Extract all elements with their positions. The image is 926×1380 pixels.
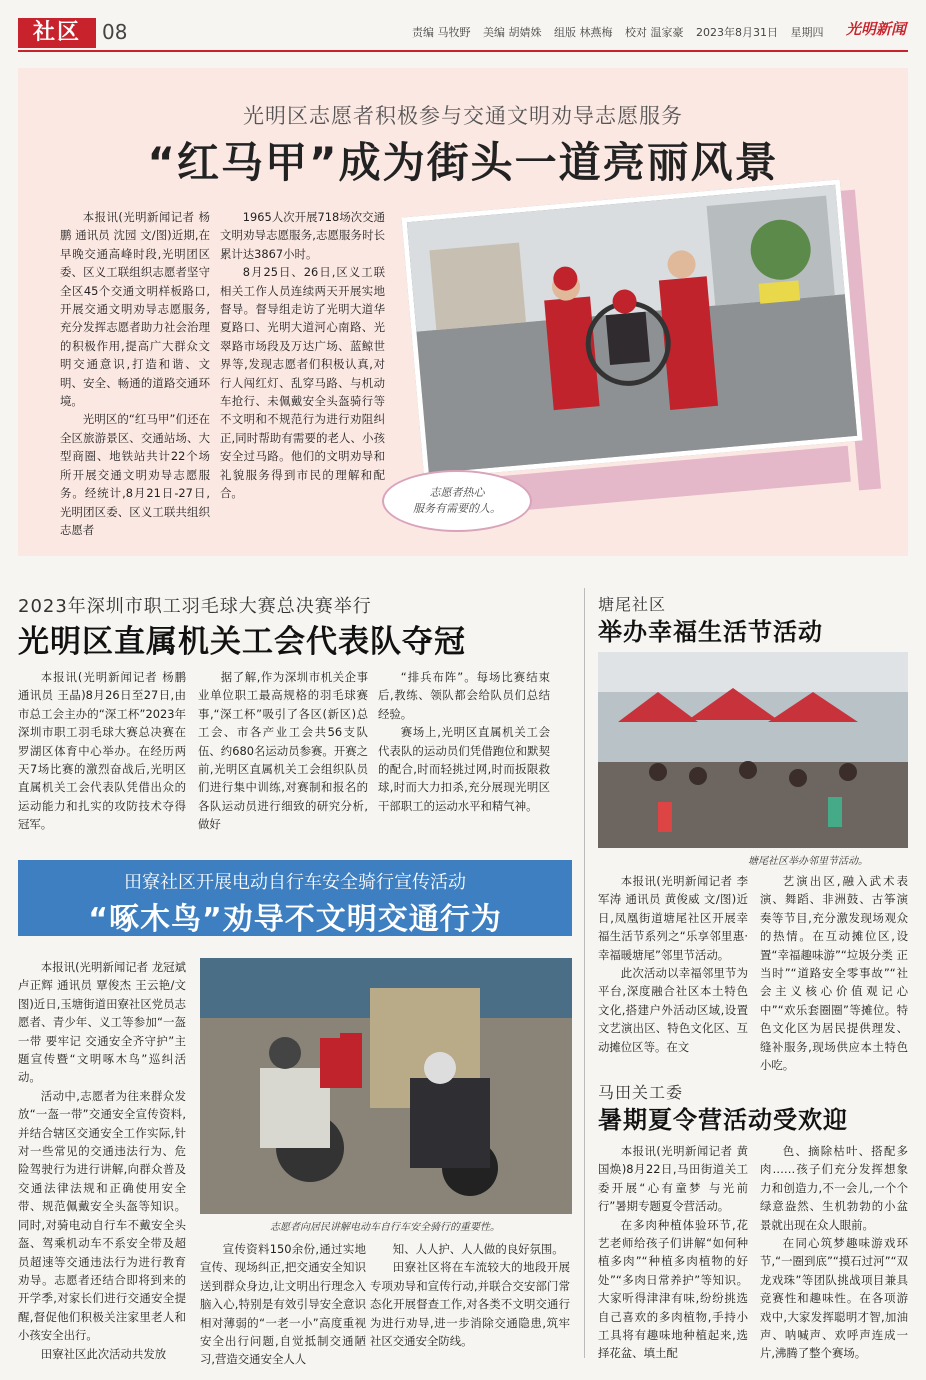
- paper-logo: 光明新闻: [846, 20, 907, 38]
- paragraph: 田寮社区将在车流较大的地段开展专项劝导和宣传行动,并联合交安部门常态化开展督查工作,对各类不文明交通行为进行劝导,进一步消除交通隐患,筑牢社区交通安全防线。: [370, 1260, 570, 1349]
- credit-item: 责编 马牧野: [412, 26, 471, 39]
- scooter-photo: [200, 958, 572, 1214]
- story5-column-1: [598, 1142, 748, 1363]
- caption-line: 服务有需要的人。: [413, 502, 501, 515]
- story4-column-1: [18, 958, 186, 1363]
- paragraph: “排兵布阵”。每场比赛结束后,教练、领队都会给队员们总结经验。: [378, 670, 550, 721]
- paragraph: 在同心筑梦趣味游戏环节,“一圈到底”“摸石过河”“双龙戏珠”等团队挑战项目兼具竞赛性和趣味性。在各项游戏中,大家发挥聪明才智,加油声、呐喊声、欢呼声连成一片,沸腾了整个赛场。: [760, 1236, 908, 1361]
- story1-column-1: [60, 208, 210, 539]
- paragraph: 宣传资料150余份,通过实地宣传、现场纠正,把交通安全知识送到群众身边,让文明出行理念入脑入心,特别是有效引导安全意识相对薄弱的“一老一小”高度重视安全出行问题,自觉抵制交通陋习,营造交通安全人人: [200, 1242, 366, 1367]
- column-divider: [584, 588, 585, 1358]
- story4-column-2: [200, 1240, 366, 1369]
- caption-line: 志愿者热心: [429, 486, 485, 499]
- paragraph: 此次活动以幸福邻里节为平台,深度融合社区本土特色文化,搭建户外活动区域,设置文艺演出区、特色文化区、互动摊位区等。在文: [598, 966, 748, 1054]
- publish-date: 2023年8月31日: [696, 26, 778, 39]
- photo-caption: [382, 470, 532, 532]
- paragraph: 本报讯(光明新闻记者 杨鹏 通讯员 沈园 文/图)近期,在早晚交通高峰时段,光明团区委、区义工联组织志愿者坚守全区45个交通文明样板路口,开展交通文明劝导志愿服务,充分发挥志愿者助力社会治理的积极作用,提高广大群众文明交通意识,打造和谐、文明、安全、畅通的道路交通环境。: [60, 210, 210, 409]
- story1-headline: “红马甲”成为街头一道亮丽风景: [147, 138, 779, 187]
- page-number: 08: [102, 20, 128, 44]
- paragraph: 本报讯(光明新闻记者 李军涛 通讯员 黄俊威 文/图)近日,凤凰街道塘尾社区开展幸福生活节系列之“乐享邻里惠·幸福暖塘尾”邻里节活动。: [598, 874, 748, 962]
- paragraph: 活动中,志愿者为往来群众发放“一盔一带”交通安全宣传资料,并结合辖区交通安全工作实际,针对一些常见的交通违法行为、危险驾驶行为进行讲解,向群众普及交通法律法规和正确使用安全带、规范佩戴安全头盔等知识。同时,对骑电动自行车不戴安全头盔、驾乘机动车不系安全带及超员超速等交通违法行为进行教育劝导。志愿者还结合即将到来的开学季,对家长们进行交通安全提醒,督促他们积极关注家里老人和小孩安全出行。: [18, 1088, 186, 1343]
- paragraph: 本报讯(光明新闻记者 杨鹏 通讯员 王晶)8月26日至27日,由市总工会主办的“深工杯”2023年深圳市职工羽毛球大赛总决赛在罗湖区体育中心举办。在经历两天7场比赛的激烈奋战后,光明区直属机关工会代表队凭借出众的运动能力和扎实的攻防技术夺得冠军。: [18, 670, 186, 832]
- paragraph: 艺演出区,融入武术表演、舞蹈、非洲鼓、古筝演奏等节目,充分激发现场观众的热情。在互动摊位区,设置“幸福趣味游”“垃圾分类 正当时”“道路安全零事故”“社会主义核心价值观记心中”“欢乐套圈圈”等摊位。特色文化区为居民提供理发、缝补服务,现场供应本土特色小吃。: [760, 874, 908, 1073]
- paragraph: 1965人次开展718场次交通文明劝导志愿服务,志愿服务时长累计达3867小时。: [220, 210, 385, 261]
- paragraph: 本报讯(光明新闻记者 黄国焕)8月22日,马田街道关工委开展“心有童梦 与光前行”暑期专题夏令营活动。: [598, 1144, 748, 1214]
- story5-subhead: 马田关工委: [598, 1083, 684, 1102]
- story1-column-2: [220, 208, 385, 503]
- paragraph: 本报讯(光明新闻记者 龙冠斌 卢正辉 通讯员 覃俊杰 王云艳/文图)近日,玉塘街道田寮社区党员志愿者、青少年、义工等参加“一盔一带 要牢记 交通安全齐守护”主题宣传暨“文明啄木鸟”巡纠活动。: [18, 960, 186, 1085]
- story2-column-2: [198, 668, 368, 834]
- photo-caption: 志愿者向居民讲解电动车自行车安全骑行的重要性。: [270, 1222, 500, 1233]
- story4-headline: “啄木鸟”劝导不文明交通行为: [88, 902, 502, 937]
- paragraph: 色、摘除枯叶、搭配多肉……孩子们充分发挥想象力和创造力,不一会儿,一个个绿意盎然、生机勃勃的小盆景就出现在众人眼前。: [760, 1144, 908, 1232]
- festival-photo: [598, 652, 908, 848]
- story3-headline: 举办幸福生活节活动: [598, 618, 823, 646]
- paragraph: 光明区的“红马甲”们还在全区旅游景区、交通站场、大型商圈、地铁站共计22个场所开展交通文明劝导志愿服务。经统计,8月21日-27日,光明团区委、区义工联共组织志愿者: [60, 412, 210, 537]
- volunteers-photo: [401, 179, 862, 478]
- publish-weekday: 星期四: [790, 26, 824, 39]
- masthead-rule: [18, 50, 908, 52]
- story2-column-3: [378, 668, 550, 815]
- section-tag: 社区: [18, 18, 96, 48]
- photo-caption: 塘尾社区举办邻里节活动。: [748, 856, 868, 867]
- paragraph: 知、人人护、人人做的良好氛围。: [392, 1242, 564, 1256]
- story5-column-2: [760, 1142, 908, 1363]
- story3-column-1: [598, 872, 748, 1056]
- credit-item: 校对 温家豪: [625, 26, 684, 39]
- story1-subhead: 光明区志愿者积极参与交通文明劝导志愿服务: [243, 104, 683, 128]
- paragraph: 赛场上,光明区直属机关工会代表队的运动员们凭借跑位和默契的配合,时而轻挑过网,时而扳限救球,时而大力扣杀,充分展现光明区干部职工的运动水平和精气神。: [378, 725, 550, 813]
- story3-subhead: 塘尾社区: [598, 595, 667, 614]
- paragraph: 田寮社区此次活动共发放: [40, 1346, 167, 1361]
- story4-subhead: 田寮社区开展电动自行车安全骑行宣传活动: [124, 872, 466, 893]
- story2-subhead: 2023年深圳市职工羽毛球大赛总决赛举行: [18, 596, 372, 617]
- story5-headline: 暑期夏令营活动受欢迎: [598, 1106, 848, 1134]
- story3-column-2: [760, 872, 908, 1074]
- editor-credits: [412, 24, 833, 40]
- credit-item: 美编 胡婧姝: [483, 26, 542, 39]
- paragraph: 8月25日、26日,区义工联相关工作人员连续两天开展实地督导。督导组走访了光明大道华夏路口、光明大道河心南路、光翠路市场段及万达广场、蓝鲸世界等,发现志愿者们积极认真,对行人闯红灯、乱穿马路、与机动车抢行、未佩戴安全头盔骑行等不文明和不规范行为进行劝阻纠正,同时帮助有需要的老人、小孩安全过马路。他们的文明劝导和礼貌服务得到市民的理解和配合。: [220, 265, 385, 501]
- paragraph: 在多肉种植体验环节,花艺老师给孩子们讲解“如何种植多肉”“种植多肉植物的好处”“多肉日常养护”等知识。大家听得津津有味,纷纷挑选自己喜欢的多肉植物,手持小工具将有趣味地种植起来,选择花盆、填土配: [598, 1217, 748, 1361]
- paragraph: 据了解,作为深圳市机关企事业单位职工最高规格的羽毛球赛事,“深工杯”吸引了各区(新区)总工会、市各产业工会共56支队伍、约680名运动员参赛。开赛之前,光明区直属机关工会组织队员们进行集中训练,对赛制和报名的各队运动员进行细致的研究分析,做好: [198, 670, 368, 832]
- story2-column-1: [18, 668, 186, 834]
- story4-column-3: [370, 1240, 570, 1350]
- story2-headline: 光明区直属机关工会代表队夺冠: [18, 624, 466, 660]
- credit-item: 组版 林燕梅: [554, 26, 613, 39]
